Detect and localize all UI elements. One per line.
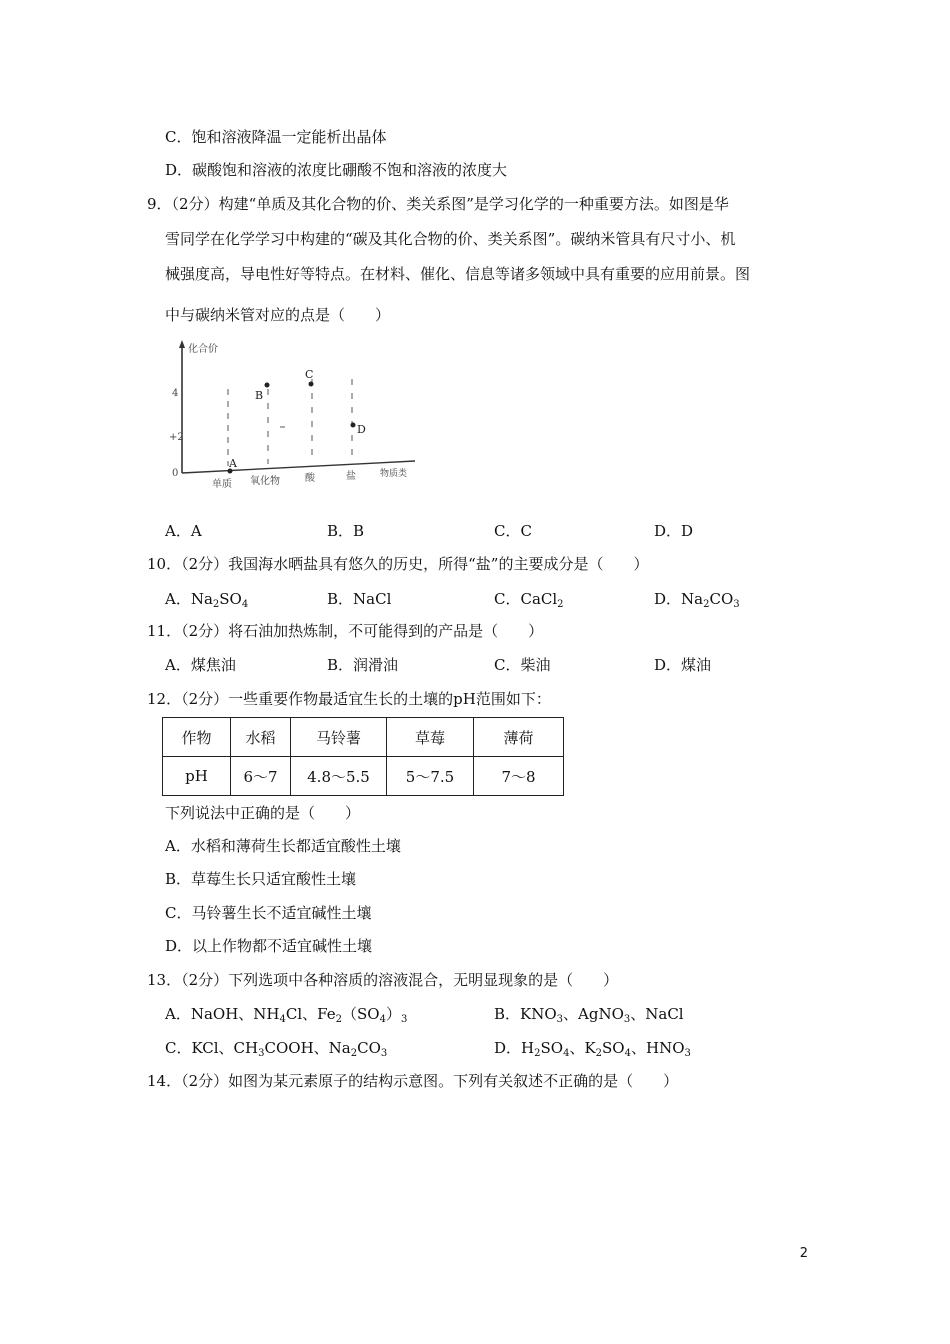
point-c-label: C bbox=[305, 368, 314, 381]
page-number: 2 bbox=[799, 1246, 808, 1261]
q10-option-b: B．NaCl bbox=[327, 590, 392, 608]
ph-table-cell: 薄荷 bbox=[474, 718, 564, 757]
x-cat-element: 单质 bbox=[212, 479, 232, 490]
q12-option-b: B．草莓生长只适宜酸性土壤 bbox=[165, 870, 357, 888]
q12-prompt: 下列说法中正确的是（ ） bbox=[165, 804, 361, 822]
q13-option-d: D．$H_2SO_4$、$K_2SO_4$、$HNO_3$ bbox=[494, 1039, 691, 1059]
ph-table-cell: 6～7 bbox=[231, 757, 291, 796]
point-b bbox=[265, 383, 270, 388]
ph-table-cell: 7～8 bbox=[474, 757, 564, 796]
q12-option-c: C．马铃薯生长不适宜碱性土壤 bbox=[165, 904, 372, 922]
x-axis-label: 物质类 bbox=[380, 469, 408, 479]
q11-option-b: B．润滑油 bbox=[327, 656, 399, 674]
q9-option-c: C．C bbox=[494, 522, 532, 540]
q9-stem-line2: 雪同学在化学学习中构建的“碳及其化合物的价、类关系图”。碳纳米管具有尺寸小、机 bbox=[165, 230, 736, 248]
q9-stem-line3: 械强度高，导电性好等特点。在材料、催化、信息等诸多领域中具有重要的应用前景。图 bbox=[165, 265, 751, 283]
q8-option-d: D．碳酸饱和溶液的浓度比硼酸不饱和溶液的浓度大 bbox=[165, 161, 508, 179]
q10-stem: 10．（2分）我国海水晒盐具有悠久的历史，所得“盐”的主要成分是（ ） bbox=[147, 555, 649, 573]
y-tick-2: +2 bbox=[169, 432, 184, 443]
ph-table-cell: 4.8～5.5 bbox=[291, 757, 387, 796]
q11-stem: 11．（2分）将石油加热炼制，不可能得到的产品是（ ） bbox=[147, 622, 544, 640]
ph-table-cell: pH bbox=[163, 757, 231, 796]
ph-table-cell: 草莓 bbox=[387, 718, 474, 757]
x-cat-salt: 盐 bbox=[346, 471, 356, 482]
q11-option-a: A．煤焦油 bbox=[165, 656, 236, 674]
q11-option-c: C．柴油 bbox=[494, 656, 551, 674]
q9-option-b: B．B bbox=[327, 522, 365, 540]
q9-option-a: A．A bbox=[165, 522, 202, 540]
q10-option-c: C．CaCl$_2$ bbox=[494, 590, 564, 610]
point-c bbox=[309, 382, 314, 387]
ph-table-header-row bbox=[163, 718, 564, 757]
q13-stem: 13．（2分）下列选项中各种溶质的溶液混合，无明显现象的是（ ） bbox=[147, 971, 619, 989]
q9-stem-line1: 9．（2分）构建“单质及其化合物的价、类关系图”是学习化学的一种重要方法。如图是华 bbox=[147, 195, 729, 213]
q12-stem: 12．（2分）一些重要作物最适宜生长的土壤的pH范围如下： bbox=[147, 690, 551, 708]
y-axis-label: 化合价 bbox=[188, 344, 218, 355]
ph-table-row bbox=[163, 757, 564, 796]
y-tick-0: 0 bbox=[172, 468, 179, 479]
valence-class-graph bbox=[160, 334, 420, 494]
point-a-label: A bbox=[229, 457, 237, 470]
ph-table bbox=[162, 717, 564, 796]
point-b-label: B bbox=[255, 389, 264, 402]
q12-option-d: D．以上作物都不适宜碱性土壤 bbox=[165, 937, 373, 955]
x-cat-oxide: 氧化物 bbox=[250, 476, 280, 487]
q9-stem-line4: 中与碳纳米管对应的点是（ ） bbox=[165, 306, 391, 324]
q13-option-c: C．KCl、$CH_3COOH$、$Na_2CO_3$ bbox=[165, 1039, 388, 1059]
point-d-label: D bbox=[357, 423, 366, 436]
y-tick-4: 4 bbox=[172, 388, 179, 399]
q14-stem: 14．（2分）如图为某元素原子的结构示意图。下列有关叙述不正确的是（ ） bbox=[147, 1072, 679, 1090]
q9-option-d: D．D bbox=[654, 522, 694, 540]
ph-table-cell: 作物 bbox=[163, 718, 231, 757]
q10-option-d: D．$Na_2CO_3$ bbox=[654, 590, 740, 610]
q10-option-a: A．$Na_2SO_4$ bbox=[165, 590, 249, 610]
ph-table-cell: 马铃薯 bbox=[291, 718, 387, 757]
q12-option-a: A．水稻和薄荷生长都适宜酸性土壤 bbox=[165, 837, 401, 855]
q13-option-a: A．NaOH、$NH_4Cl$、$Fe_2(SO_4)_3$ bbox=[165, 1005, 408, 1025]
point-d bbox=[351, 423, 356, 428]
ph-table-cell: 水稻 bbox=[231, 718, 291, 757]
q8-option-c: C．饱和溶液降温一定能析出晶体 bbox=[165, 128, 387, 146]
x-cat-acid: 酸 bbox=[305, 473, 315, 484]
q13-option-b: B．$KNO_3$、AgNO$_3$、NaCl bbox=[494, 1005, 684, 1025]
q11-option-d: D．煤油 bbox=[654, 656, 712, 674]
ph-table-cell: 5～7.5 bbox=[387, 757, 474, 796]
